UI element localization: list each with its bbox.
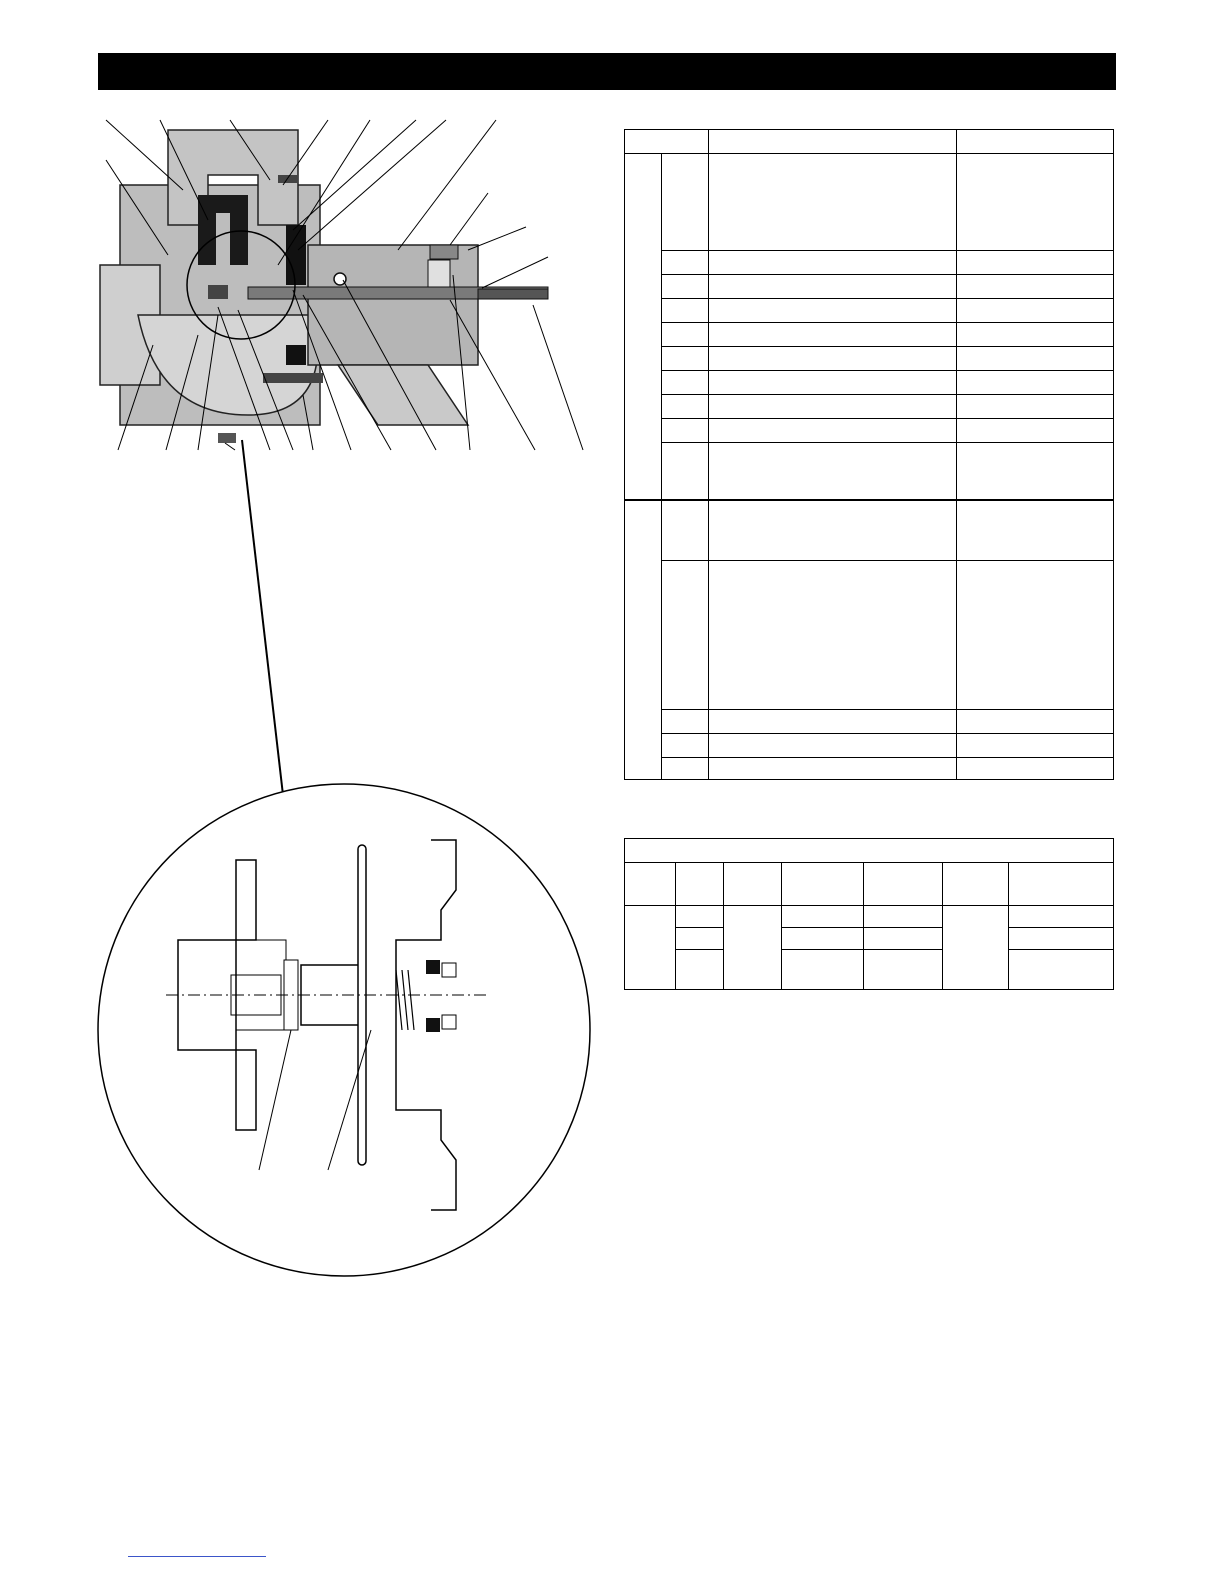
table-cell <box>957 251 1114 275</box>
table-cell <box>709 734 957 758</box>
table-cell <box>625 906 676 990</box>
table-cell <box>781 928 863 950</box>
parts-group-1 <box>625 154 662 500</box>
table-cell <box>709 758 957 780</box>
table-cell <box>709 323 957 347</box>
table-cell <box>864 950 943 990</box>
seal-detail-illustration <box>96 780 592 1280</box>
table-cell <box>864 906 943 928</box>
table-cell <box>709 371 957 395</box>
spec-table <box>624 838 1114 990</box>
table-cell <box>724 906 782 990</box>
table-cell <box>662 395 709 419</box>
table-cell <box>957 371 1114 395</box>
table-cell <box>709 251 957 275</box>
table-cell <box>709 561 957 710</box>
parts-header-part-number <box>957 130 1114 154</box>
table-cell <box>957 275 1114 299</box>
parts-header-item <box>625 130 709 154</box>
table-cell <box>709 299 957 323</box>
table-cell <box>675 950 724 990</box>
spec-header-7 <box>1008 863 1113 906</box>
spec-header-1 <box>625 863 676 906</box>
pump-cutaway-illustration <box>98 115 588 465</box>
table-cell <box>662 419 709 443</box>
table-cell <box>662 371 709 395</box>
table-cell <box>957 299 1114 323</box>
table-cell <box>662 275 709 299</box>
spec-header-2 <box>675 863 724 906</box>
parts-header-description <box>709 130 957 154</box>
table-cell <box>709 419 957 443</box>
table-cell <box>709 443 957 500</box>
table-cell <box>662 154 709 251</box>
table-cell <box>1008 906 1113 928</box>
table-cell <box>675 928 724 950</box>
table-cell <box>957 443 1114 500</box>
section-header-bar <box>98 53 1116 90</box>
table-cell <box>662 443 709 500</box>
table-cell <box>957 710 1114 734</box>
table-cell <box>675 906 724 928</box>
table-cell <box>709 395 957 419</box>
table-cell <box>662 734 709 758</box>
table-cell <box>709 154 957 251</box>
table-cell <box>957 500 1114 561</box>
table-cell <box>662 710 709 734</box>
table-cell <box>957 347 1114 371</box>
table-cell <box>1008 928 1113 950</box>
table-cell <box>943 906 1008 990</box>
table-cell <box>709 710 957 734</box>
table-cell <box>709 275 957 299</box>
table-cell <box>781 906 863 928</box>
parts-table <box>624 129 1114 780</box>
table-cell <box>957 323 1114 347</box>
table-cell <box>957 734 1114 758</box>
table-cell <box>864 928 943 950</box>
table-cell <box>662 299 709 323</box>
table-cell <box>781 950 863 990</box>
table-cell <box>709 347 957 371</box>
table-cell <box>957 419 1114 443</box>
table-cell <box>957 154 1114 251</box>
table-cell <box>957 561 1114 710</box>
spec-table-title <box>625 839 1114 863</box>
spec-header-3 <box>724 863 782 906</box>
footer-link[interactable] <box>128 1556 266 1557</box>
spec-header-5 <box>864 863 943 906</box>
spec-header-4 <box>781 863 863 906</box>
table-cell <box>1008 950 1113 990</box>
parts-group-2 <box>625 500 662 780</box>
table-cell <box>662 561 709 710</box>
table-cell <box>709 500 957 561</box>
table-cell <box>957 395 1114 419</box>
table-cell <box>662 347 709 371</box>
table-cell <box>662 758 709 780</box>
table-cell <box>662 251 709 275</box>
table-cell <box>957 758 1114 780</box>
table-cell <box>662 500 709 561</box>
table-cell <box>662 323 709 347</box>
spec-header-6 <box>943 863 1008 906</box>
